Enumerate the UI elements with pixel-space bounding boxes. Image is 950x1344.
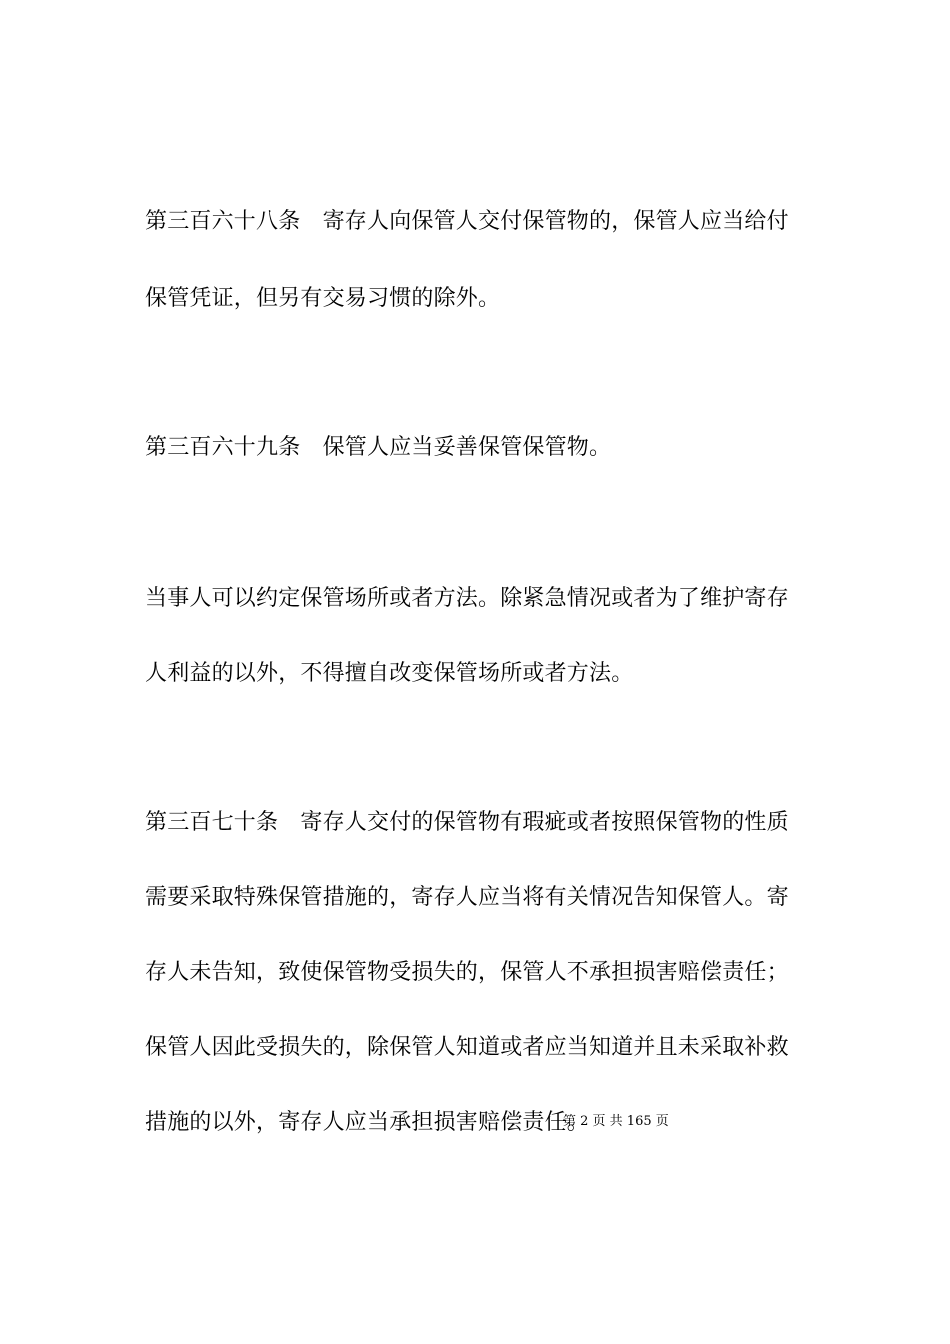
article-369-line-1: 第三百六十九条 保管人应当妥善保管保管物。 (145, 435, 612, 460)
article-370-line-3: 存人未告知，致使保管物受损失的，保管人不承担损害赔偿责任； (145, 960, 789, 985)
paragraph-line-2: 人利益的以外，不得擅自改变保管场所或者方法。 (145, 661, 634, 686)
article-370-line-2: 需要采取特殊保管措施的，寄存人应当将有关情况告知保管人。寄 (145, 885, 789, 910)
article-370-line-4: 保管人因此受损失的，除保管人知道或者应当知道并且未采取补救 (145, 1035, 789, 1060)
paragraph-line-1: 当事人可以约定保管场所或者方法。除紧急情况或者为了维护寄存 (145, 586, 789, 611)
article-368-line-2: 保管凭证，但另有交易习惯的除外。 (145, 286, 501, 311)
page-number-footer: 第 2 页 共 165 页 (563, 1114, 669, 1129)
article-370-line-5: 措施的以外，寄存人应当承担损害赔偿责任。 (145, 1110, 590, 1135)
article-370-line-1: 第三百七十条 寄存人交付的保管物有瑕疵或者按照保管物的性质 (145, 810, 789, 835)
article-368-line-1: 第三百六十八条 寄存人向保管人交付保管物的，保管人应当给付 (145, 209, 789, 234)
